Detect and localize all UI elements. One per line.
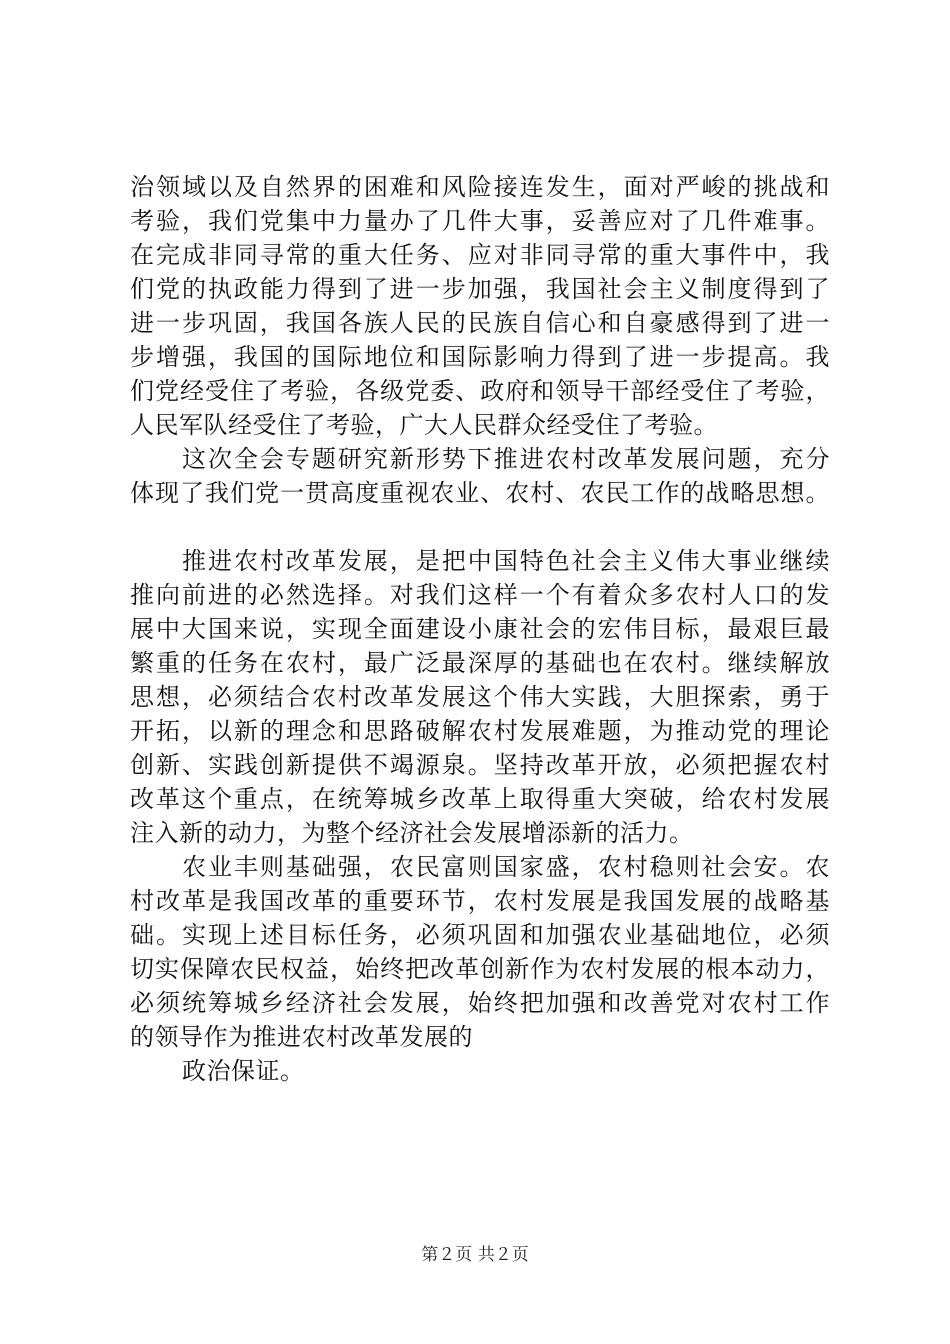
page-footer (0, 1244, 950, 1266)
text-line: 开拓，以新的理念和思路破解农村发展难题，为推动党的理论 (130, 717, 830, 745)
text-line: 创新、实践创新提供不竭源泉。坚持改革开放，必须把握农村 (130, 751, 830, 779)
text-line: 展中大国来说，实现全面建设小康社会的宏伟目标，最艰巨最 (130, 615, 830, 643)
text-line: 改革这个重点，在统筹城乡改革上取得重大突破，给农村发展 (130, 785, 830, 813)
document-body (130, 170, 830, 1088)
text-line: 的领导作为推进农村改革发展的 (130, 1023, 473, 1051)
text-line: 们党经受住了考验，各级党委、政府和领导干部经受住了考验， (130, 377, 830, 405)
text-line: 体现了我们党一贯高度重视农业、农村、农民工作的战略思想。 (130, 479, 830, 507)
text-line: 进一步巩固，我国各族人民的民族自信心和自豪感得到了进一 (130, 309, 830, 337)
text-line: 必须统筹城乡经济社会发展，始终把加强和改善党对农村工作 (130, 989, 830, 1017)
text-line: 治领域以及自然界的困难和风险接连发生，面对严峻的挑战和 (130, 173, 830, 201)
paragraph-3 (130, 544, 830, 850)
text-line: 思想，必须结合农村改革发展这个伟大实践，大胆探索，勇于 (130, 683, 830, 711)
text-line: 步增强，我国的国际地位和国际影响力得到了进一步提高。我 (130, 343, 830, 371)
page-number: 第２页 共２页 (421, 1245, 529, 1265)
text-line: 推向前进的必然选择。对我们这样一个有着众多农村人口的发 (130, 581, 830, 609)
text-line: 考验，我们党集中力量办了几件大事，妥善应对了几件难事。 (130, 207, 830, 235)
text-line: 注入新的动力，为整个经济社会发展增添新的活力。 (130, 819, 694, 847)
text-line: 这次全会专题研究新形势下推进农村改革发展问题，充分 (182, 445, 830, 473)
text-line: 在完成非同寻常的重大任务、应对非同寻常的重大事件中，我 (130, 241, 830, 269)
text-line: 村改革是我国改革的重要环节，农村发展是我国发展的战略基 (130, 887, 830, 915)
text-line: 们党的执政能力得到了进一步加强，我国社会主义制度得到了 (130, 275, 830, 303)
text-line: 人民军队经受住了考验，广大人民群众经受住了考验。 (130, 411, 718, 439)
paragraph-4 (130, 850, 830, 1054)
text-line: 推进农村改革发展，是把中国特色社会主义伟大事业继续 (182, 547, 830, 575)
text-line: 繁重的任务在农村，最广泛最深厚的基础也在农村。继续解放 (130, 649, 830, 677)
text-line: 农业丰则基础强，农民富则国家盛，农村稳则社会安。农 (182, 853, 830, 881)
text-line: 政治保证。 (182, 1057, 305, 1085)
paragraph-1 (130, 170, 830, 442)
paragraph-2 (130, 442, 830, 510)
paragraph-5 (130, 1054, 830, 1088)
paragraph-gap (130, 510, 830, 544)
text-line: 础。实现上述目标任务，必须巩固和加强农业基础地位，必须 (130, 921, 830, 949)
text-line: 切实保障农民权益，始终把改革创新作为农村发展的根本动力， (130, 955, 830, 983)
